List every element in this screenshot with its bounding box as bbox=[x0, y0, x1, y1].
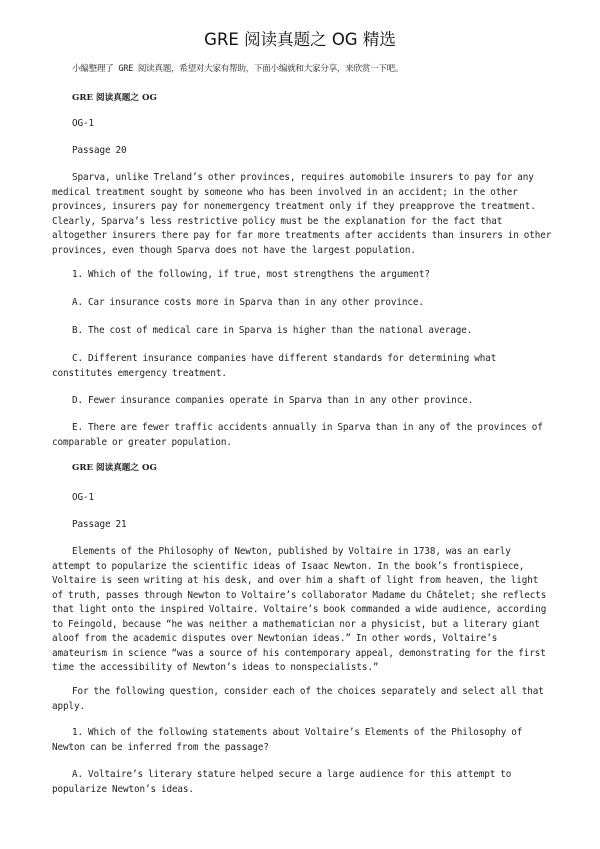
section2-question: 1. Which of the following statements about Voltaire’s Elements of the Philosophy of Newton can be inferred from the passage? bbox=[52, 727, 523, 753]
section1-passage-text: Sparva, unlike Treland’s other provinces, requires automobile insurers to pay for any medical treatment sought by someone who has been involved in an accident; in the other provinces, insurers pay for nonemergency treatment only if they preapprove the treatment. Clearly, Sparva’s less restrictive policy must be the explanation for the fact that altogether insurers there pay for far more treatments after accidents than insurers in other provinces, even though Sparva does not have the largest population. bbox=[52, 172, 552, 256]
section1-option-c: C. Different insurance companies have different standards for determining what constitutes emergency treatment. bbox=[52, 353, 497, 379]
page-title: GRE 阅读真题之 OG 精选 bbox=[204, 30, 396, 49]
section1-option-e: E. There are fewer traffic accidents annually in Sparva than in any of the provinces of comparable or greater population. bbox=[52, 422, 543, 448]
section1-question: 1. Which of the following, if true, most strengthens the argument? bbox=[72, 269, 430, 280]
section2-heading: GRE 阅读真题之 OG bbox=[72, 463, 157, 473]
section2-og-label: OG-1 bbox=[72, 492, 94, 503]
section1-og-label: OG-1 bbox=[72, 118, 94, 129]
section1-option-b: B. The cost of medical care in Sparva is higher than the national average. bbox=[72, 325, 473, 336]
section2-passage-text: Elements of the Philosophy of Newton, published by Voltaire in 1738, was an early attempt to popularize the scientific ideas of Isaac Newton. In the book’s frontispiece, Voltaire is seen writing at his desk, and over him a shaft of light from heaven, the light of truth, passes through Newton to Voltaire’s collaborator Madame du Châtelet; she reflects that light onto the inspired Voltaire. Voltaire’s book commanded a wide audience, according to Feingold, because “he was neither a mathematician nor a physicist, but a literary giant aloof from the academic disputes over Newtonian ideas.” In other words, Voltaire’s amateurism in science “was a source of his contemporary appeal, demonstrating for the first time the accessibility of Newton’s ideas to nonspecialists.” bbox=[52, 546, 547, 673]
section2-instruction: For the following question, consider each of the choices separately and select all that apply. bbox=[52, 686, 544, 712]
section1-passage-label: Passage 20 bbox=[72, 145, 127, 156]
section1-option-d: D. Fewer insurance companies operate in Sparva than in any other province. bbox=[72, 395, 474, 406]
section2-passage-label: Passage 21 bbox=[72, 519, 127, 530]
section2-option-a: A. Voltaire’s literary stature helped secure a large audience for this attempt to popularize Newton’s ideas. bbox=[52, 769, 512, 795]
section1-heading: GRE 阅读真题之 OG bbox=[72, 93, 157, 103]
intro-text: 小编整理了 GRE 阅读真题，希望对大家有帮助，下面小编就和大家分享，来欣赏一下吧。 bbox=[72, 64, 404, 74]
section1-option-a: A. Car insurance costs more in Sparva than in any other province. bbox=[72, 297, 424, 308]
